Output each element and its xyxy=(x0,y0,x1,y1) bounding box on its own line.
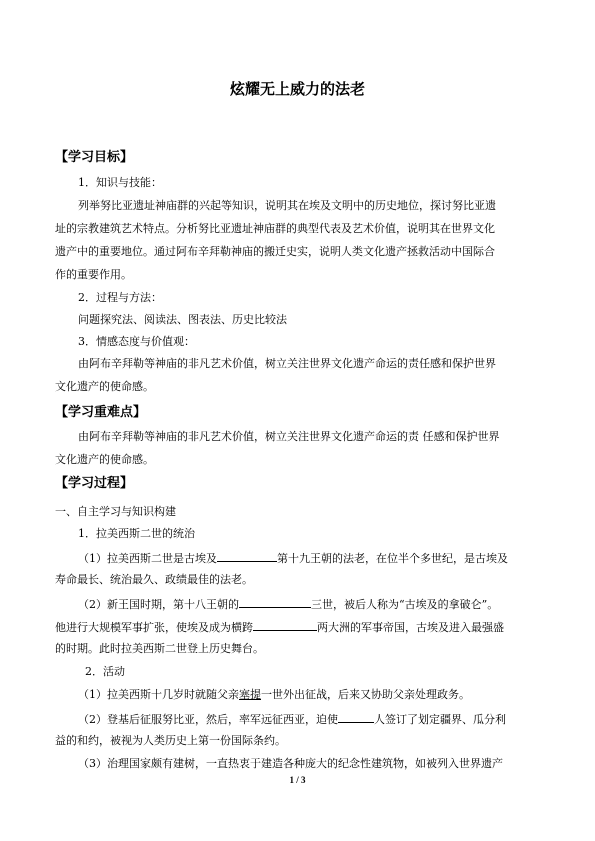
objectives-heading: 【学习目标】 xyxy=(55,150,134,165)
objective-1-line: 遗产中的重要地位。通过阿布辛拜勒神庙的搬迁史实，说明人类文化遗产拯救活动中国际合 xyxy=(55,245,495,258)
objective-1-label: 1．知识与技能： xyxy=(78,176,162,189)
section-heading: 一、自主学习与知识构建 xyxy=(55,505,176,518)
paragraph-line: 寿命最长、统治最久、政绩最佳的法老。 xyxy=(55,573,253,586)
key-points-line: 由阿布辛拜勒等神庙的非凡艺术价值，树立关注世界文化遗产命运的责 任感和保护世界 xyxy=(78,430,500,443)
paragraph-line xyxy=(55,619,504,635)
fill-blank xyxy=(253,619,317,631)
objective-2-line: 问题探究法、阅读法、图表法、历史比较法 xyxy=(78,313,287,326)
objective-1-line: 作的重要作用。 xyxy=(55,268,132,281)
text-span: 一世外出征战，后来又协助父亲处理政务。 xyxy=(261,688,470,701)
paragraph-line: 的时期。此时拉美西斯二世登上历史舞台。 xyxy=(55,642,264,655)
objective-3-label: 3．情感态度与价值观： xyxy=(78,335,195,348)
page-number: 1 / 3 xyxy=(289,775,306,785)
text-span: 他进行大规模军事扩张，使埃及成为横跨 xyxy=(55,621,253,634)
paragraph-line xyxy=(78,711,506,727)
text-span: （1）拉美西斯二世是古埃及 xyxy=(78,552,217,565)
underlined-name: 塞提 xyxy=(239,688,261,701)
objective-1-line: 址的宗教建筑艺术特点。分析努比亚遗址神庙群的典型代表及艺术价值，说明其在世界文化 xyxy=(55,222,495,235)
sub-heading: 1．拉美西斯二世的统治 xyxy=(78,527,195,540)
page-title: 炫耀无上威力的法老 xyxy=(229,80,365,98)
paragraph-line: 益的和约，被视为人类历史上第一份国际条约。 xyxy=(55,734,286,747)
text-span: 人签订了划定疆界、瓜分利 xyxy=(374,713,506,726)
objective-3-line: 由阿布辛拜勒等神庙的非凡艺术价值，树立关注世界文化遗产命运的责任感和保护世界 xyxy=(78,357,496,370)
paragraph-line xyxy=(78,596,498,612)
sub-heading: 2．活动 xyxy=(85,665,125,678)
text-span: 三世，被后人称为“古埃及的拿破仑”。 xyxy=(311,598,499,611)
key-points-heading: 【学习重难点】 xyxy=(55,405,147,420)
key-points-line: 文化遗产的使命感。 xyxy=(55,453,154,466)
objective-2-label: 2．过程与方法： xyxy=(78,291,162,304)
fill-blank xyxy=(217,550,277,562)
fill-blank xyxy=(338,711,374,723)
paragraph-line xyxy=(78,688,470,702)
objective-3-line: 文化遗产的使命感。 xyxy=(55,380,154,393)
text-span: （1）拉美西斯十几岁时就随父亲 xyxy=(78,688,239,701)
fill-blank xyxy=(239,596,311,608)
objective-1-line: 列举努比亚遗址神庙群的兴起等知识，说明其在埃及文明中的历史地位，探讨努比亚遗 xyxy=(78,199,496,212)
paragraph-line xyxy=(78,550,508,566)
text-span: （2）登基后征服努比亚，然后，率军远征西亚，迫使 xyxy=(78,713,338,726)
text-span: 两大洲的军事帝国，古埃及进入最强盛 xyxy=(317,621,504,634)
paragraph-line: （3）治理国家颇有建树，一直热衷于建造各种庞大的纪念性建筑物，如被列入世界遗产 xyxy=(78,757,503,770)
text-span: 第十九王朝的法老，在位半个多世纪，是古埃及 xyxy=(277,552,508,565)
process-heading: 【学习过程】 xyxy=(55,476,134,491)
text-span: （2）新王国时期，第十八王朝的 xyxy=(78,598,239,611)
